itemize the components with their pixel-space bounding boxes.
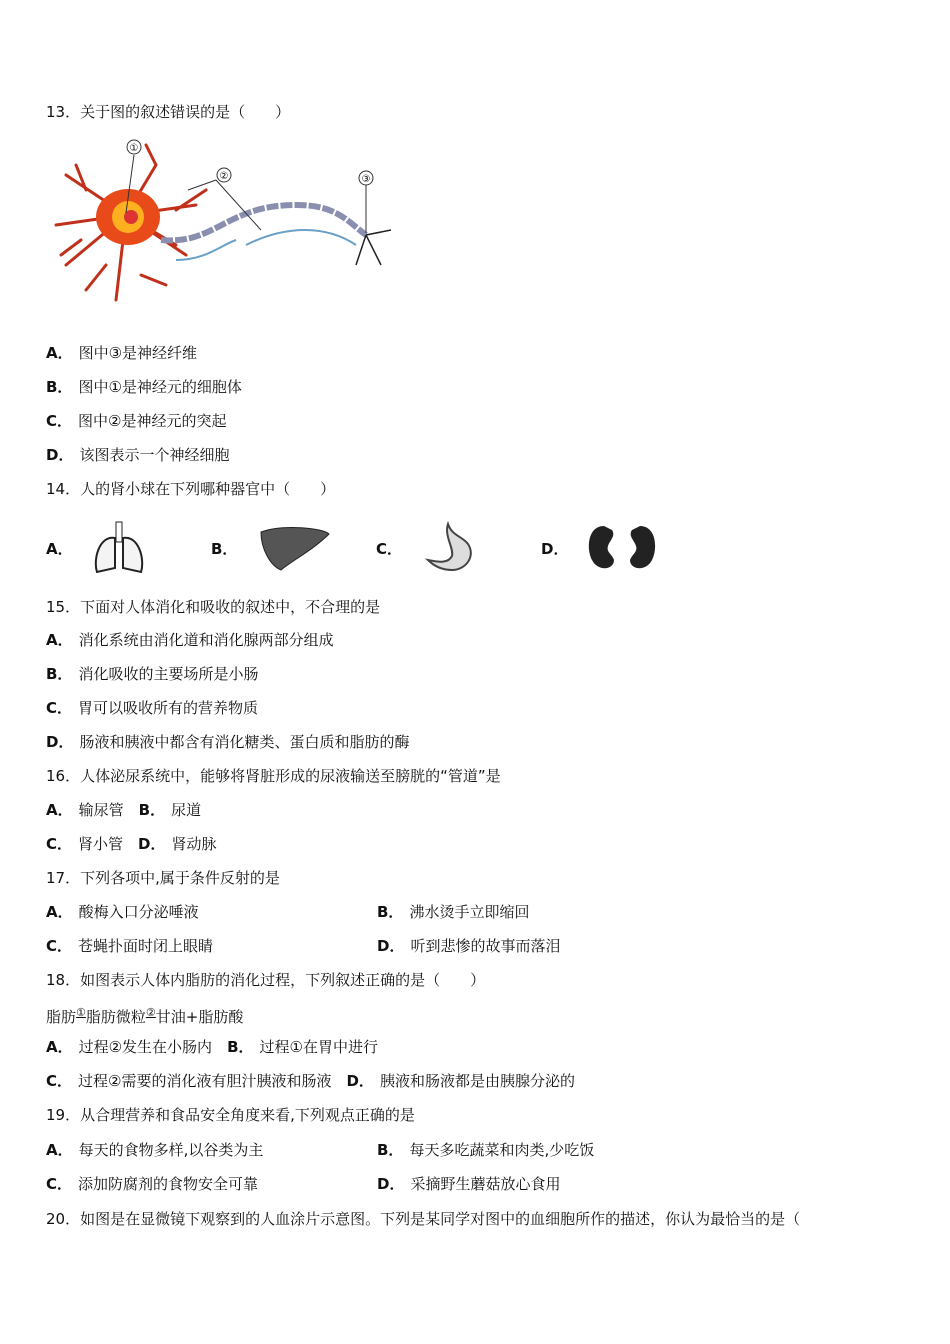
q14-option-b: B． — [211, 518, 333, 578]
q14-option-a: A． — [46, 518, 149, 578]
q19-option-c: C． 添加防腐剂的食物安全可靠 — [46, 1175, 259, 1193]
lungs-icon — [89, 520, 149, 576]
stomach-icon — [418, 520, 488, 576]
liver-icon — [253, 520, 333, 576]
q19-option-d: D． 采摘野生蘑菇放心食用 — [377, 1175, 561, 1193]
neuron-diagram — [46, 135, 396, 305]
q20-stem: 20．如图是在显微镜下观察到的人血涂片示意图。下列是某同学对图中的血细胞所作的描述，你认为最恰当的是（ — [46, 1210, 801, 1228]
q17-stem: 17．下列各项中,属于条件反射的是 — [46, 869, 280, 887]
step-1-arrow: ① — [76, 1006, 86, 1019]
q16-stem: 16．人体泌尿系统中，能够将肾脏形成的尿液输送至膀胱的“管道”是 — [46, 767, 501, 785]
q16-options-ab: A． 输尿管 B． 尿道 — [46, 801, 202, 819]
label-2: ② — [219, 171, 229, 182]
q15-stem: 15．下面对人体消化和吸收的叙述中，不合理的是 — [46, 598, 381, 616]
label-1: ① — [129, 143, 139, 154]
q16-options-cd: C． 肾小管 D． 肾动脉 — [46, 835, 217, 853]
q13-option-b: B． 图中①是神经元的细胞体 — [46, 378, 242, 396]
q18-options-ab: A． 过程②发生在小肠内 B． 过程①在胃中进行 — [46, 1038, 378, 1056]
q14-stem: 14．人的肾小球在下列哪种器官中（ ） — [46, 480, 336, 498]
q13-option-d: D． 该图表示一个神经细胞 — [46, 446, 230, 464]
q17-option-d: D． 听到悲惨的故事而落泪 — [377, 937, 561, 955]
q15-option-a: A． 消化系统由消化道和消化腺两部分组成 — [46, 631, 334, 649]
q18-process: 脂肪①脂肪微粒②甘油+脂肪酸 — [46, 1006, 244, 1026]
q19-stem: 19．从合理营养和食品安全角度来看,下列观点正确的是 — [46, 1106, 415, 1124]
step-2-arrow: ② — [145, 1006, 156, 1019]
q15-option-b: B． 消化吸收的主要场所是小肠 — [46, 665, 259, 683]
q17-option-a: A． 酸梅入口分泌唾液 — [46, 903, 199, 921]
q18-options-cd: C． 过程②需要的消化液有胆汁胰液和肠液 D． 胰液和肠液都是由胰腺分泌的 — [46, 1072, 575, 1090]
label-3: ③ — [361, 174, 371, 185]
q13-option-a: A． 图中③是神经纤维 — [46, 344, 198, 362]
q14-option-d: D． — [541, 518, 664, 578]
q13-option-c: C． 图中②是神经元的突起 — [46, 412, 227, 430]
q18-stem: 18．如图表示人体内脂肪的消化过程，下列叙述正确的是（ ） — [46, 971, 486, 989]
q14-option-c: C． — [376, 518, 488, 578]
q13-stem: 13．关于图的叙述错误的是（ ） — [46, 103, 291, 121]
q17-option-b: B． 沸水烫手立即缩回 — [377, 903, 530, 921]
q15-option-c: C． 胃可以吸收所有的营养物质 — [46, 699, 259, 717]
kidneys-icon — [584, 520, 664, 576]
q19-option-a: A． 每天的食物多样,以谷类为主 — [46, 1141, 264, 1159]
q19-option-b: B． 每天多吃蔬菜和肉类,少吃饭 — [377, 1141, 595, 1159]
q15-option-d: D． 肠液和胰液中都含有消化糖类、蛋白质和脂肪的酶 — [46, 733, 410, 751]
q17-option-c: C． 苍蝇扑面时闭上眼睛 — [46, 937, 214, 955]
